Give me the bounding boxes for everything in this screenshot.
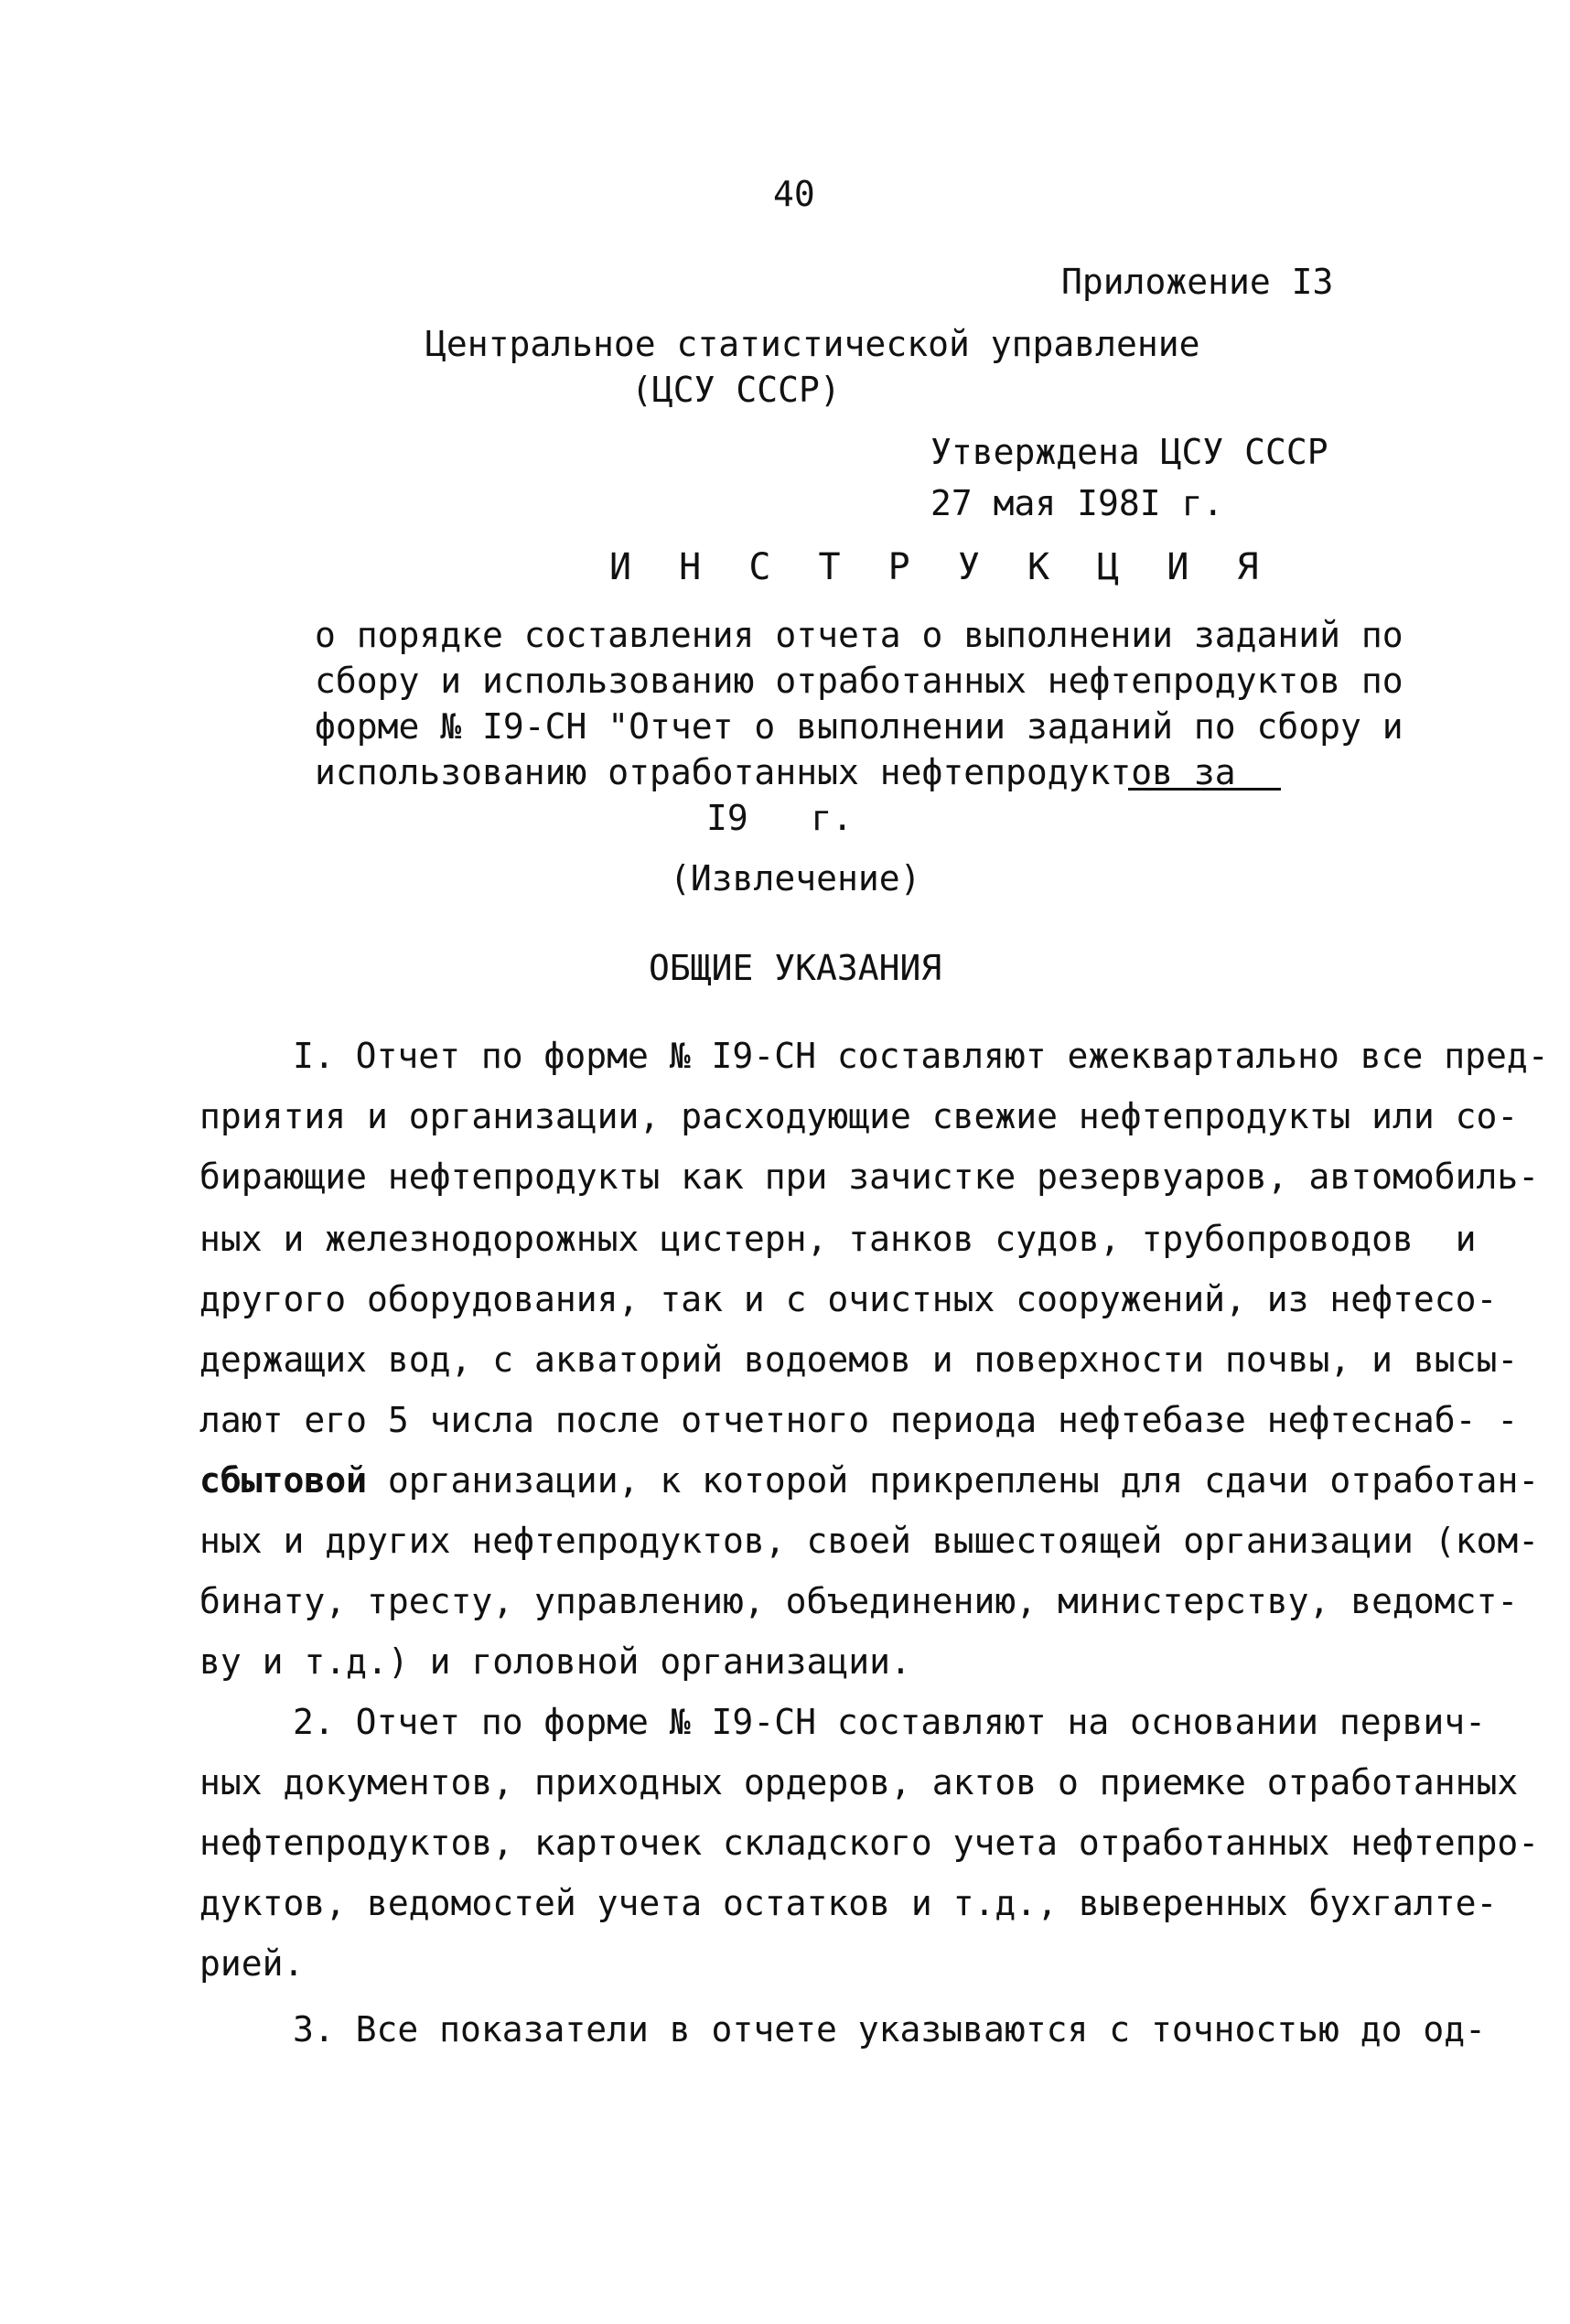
paragraph-line: 3. Все показатели в отчете указываются с точностью до од- (293, 2009, 1487, 2050)
paragraph-line: ных и железнодорожных цистерн, танков судов, трубопроводов и (199, 1219, 1477, 1259)
document-title: И Н С Т Р У К Ц И Я (609, 546, 1272, 588)
appendix-label: Приложение I3 (1061, 262, 1334, 302)
paragraph-line: приятия и организации, расходующие свежие нефтепродукты или со- (199, 1096, 1519, 1136)
paragraph-line: бирающие нефтепродукты как при зачистке резервуаров, автомобиль- (199, 1157, 1540, 1197)
extract-note: (Извлечение) (670, 858, 921, 898)
section-heading: ОБЩИЕ УКАЗАНИЯ (649, 948, 942, 988)
paragraph-line: рией. (199, 1943, 305, 1984)
paragraph-line: I. Отчет по форме № I9-СН составляют ежеквартально все пред- (293, 1036, 1549, 1076)
line-text: организации, к которой прикреплены для сдачи отработан- (367, 1460, 1540, 1501)
paragraph-line: дуктов, ведомостей учета остатков и т.д., выверенных бухгалте- (199, 1883, 1498, 1923)
page-number: 40 (773, 174, 815, 214)
subtitle-line: I9 г. (706, 798, 854, 838)
paragraph-line: 2. Отчет по форме № I9-СН составляют на основании первич- (293, 1702, 1487, 1742)
approval-line: Утверждена ЦСУ СССР (930, 432, 1328, 472)
paragraph-line: ных документов, приходных ордеров, актов о приемке отработанных (199, 1762, 1519, 1802)
paragraph-line: лают его 5 числа после отчетного периода нефтебазе нефтеснаб- - (199, 1400, 1519, 1440)
bold-word: сбытовой (199, 1460, 368, 1501)
approval-date: 27 мая I98I г. (930, 483, 1224, 523)
subtitle-line: сбору и использованию отработанных нефтепродуктов по (315, 661, 1403, 701)
paragraph-line (199, 1458, 1539, 1502)
paragraph-line: держащих вод, с акваторий водоемов и поверхности почвы, и высы- (199, 1340, 1519, 1380)
paragraph-line: ву и т.д.) и головной организации. (199, 1641, 911, 1682)
subtitle-line: использованию отработанных нефтепродуктов за (315, 752, 1236, 792)
organization-abbreviation: (ЦСУ СССР) (631, 370, 841, 410)
fill-in-blank (1128, 788, 1281, 791)
subtitle-line: о порядке составления отчета о выполнении заданий по (315, 615, 1403, 655)
subtitle-line: форме № I9-СН "Отчет о выполнении заданий по сбору и (315, 706, 1403, 747)
paragraph-line: ных и других нефтепродуктов, своей вышестоящей организации (ком- (199, 1521, 1540, 1561)
paragraph-line: другого оборудования, так и с очистных сооружений, из нефтесо- (199, 1279, 1498, 1319)
paragraph-line: бинату, тресту, управлению, объединению, министерству, ведомст- (199, 1581, 1519, 1621)
paragraph-line: нефтепродуктов, карточек складского учета отработанных нефтепро- (199, 1823, 1540, 1863)
organization-name: Центральное статистической управление (425, 324, 1200, 364)
